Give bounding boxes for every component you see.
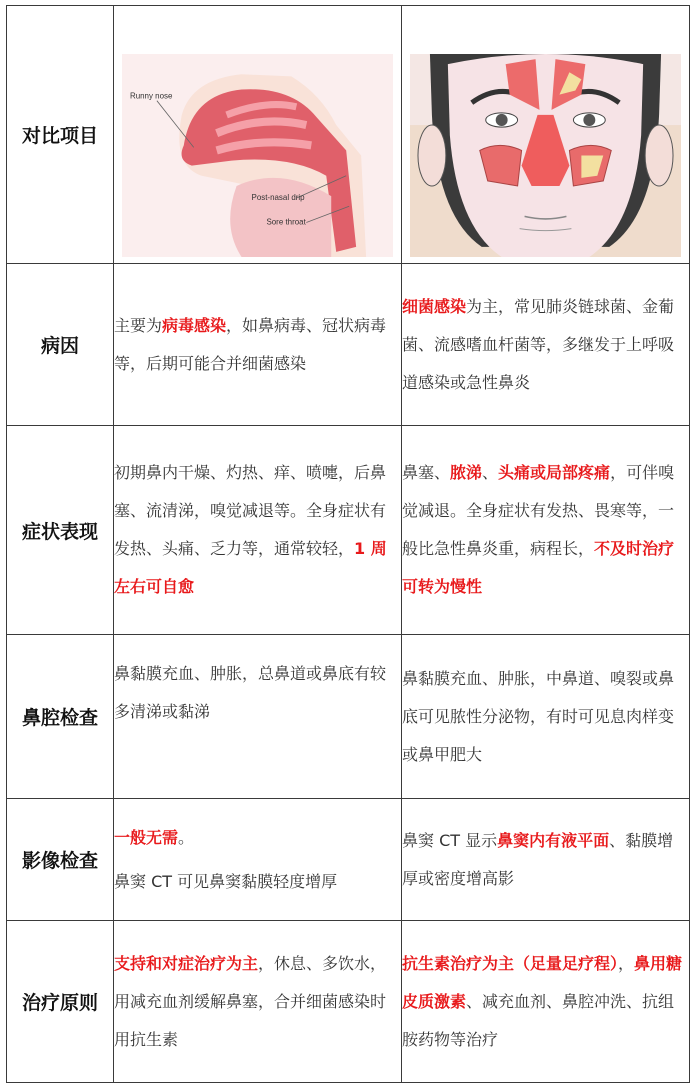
text: ，如鼻病毒、冠状病毒等，后期可能合并细菌感染 bbox=[114, 315, 387, 373]
highlight-text: 支持和对症治疗为主 bbox=[114, 953, 259, 973]
text: 鼻黏膜充血、肿胀，中鼻道、嗅裂或鼻底可见脓性分泌物，有时可见息肉样变或鼻甲肥大 bbox=[402, 668, 675, 764]
highlight-text: 鼻窦内有液平面 bbox=[497, 830, 610, 850]
row-label-symptoms bbox=[7, 426, 114, 635]
text: 、减充血剂、鼻腔冲洗、抗组胺药物等治疗 bbox=[402, 991, 675, 1049]
cell-rhinitis-treatment bbox=[114, 921, 402, 1083]
nasal-cavity-illustration-icon bbox=[122, 54, 393, 257]
imaging-line-1 bbox=[114, 823, 401, 853]
table-row-imaging bbox=[7, 799, 690, 921]
cell-sinusitis-symptoms bbox=[402, 426, 690, 635]
highlight-text: 细菌感染 bbox=[402, 296, 467, 316]
comparison-table bbox=[6, 5, 690, 1083]
cell-rhinitis-nasal-exam bbox=[114, 635, 402, 799]
row-label-text: 影像检查 bbox=[21, 850, 98, 872]
cell-sinusitis-imaging bbox=[402, 799, 690, 921]
row-label-text: 鼻腔检查 bbox=[21, 707, 98, 729]
label-sore-throat: Sore throat bbox=[266, 217, 306, 227]
table-row-treatment bbox=[7, 921, 690, 1083]
cell-sinusitis-etiology bbox=[402, 264, 690, 426]
text: 鼻黏膜充血、肿胀，总鼻道或鼻底有较多清涕或黏涕 bbox=[114, 664, 387, 721]
table-row-etiology bbox=[7, 264, 690, 426]
cell-sinusitis-treatment bbox=[402, 921, 690, 1083]
text: ，可伴嗅觉减退。全身症状有发热、畏寒等，一般比急性鼻炎重，病程长， bbox=[402, 463, 675, 558]
highlight-text: 不及时治疗可转为慢性 bbox=[402, 539, 675, 596]
row-label-text: 对比项目 bbox=[21, 125, 98, 147]
text: ， bbox=[618, 953, 635, 973]
text: 鼻窦 CT 显示 bbox=[402, 830, 498, 850]
text: 初期鼻内干燥、灼热、痒、喷嚏，后鼻塞、流清涕，嗅觉减退等。全身症状有发热、头痛、乏力等，通常较轻， bbox=[114, 463, 387, 558]
highlight-text: 一般无需 bbox=[114, 827, 179, 847]
cell-sinusitis-nasal-exam bbox=[402, 635, 690, 799]
row-label-text: 症状表现 bbox=[21, 520, 98, 543]
imaging-line-2: 鼻窦 CT 可见鼻窦黏膜轻度增厚 bbox=[114, 871, 338, 891]
row-label-treatment bbox=[7, 921, 114, 1083]
text: ，休息、多饮水，用减充血剂缓解鼻塞，合并细菌感染时用抗生素 bbox=[114, 953, 387, 1049]
text: 鼻塞、 bbox=[402, 463, 451, 482]
text: 为主，常见肺炎链球菌、金葡菌、流感嗜血杆菌等，多继发于上呼吸道感染或急性鼻炎 bbox=[402, 296, 675, 392]
header-acute-bacterial-sinusitis bbox=[402, 6, 690, 264]
row-label-etiology bbox=[7, 264, 114, 426]
header-acute-rhinitis bbox=[114, 6, 402, 264]
cell-rhinitis-symptoms bbox=[114, 426, 402, 635]
table-row-nasal-exam bbox=[7, 635, 690, 799]
text: 、黏膜增厚或密度增高影 bbox=[402, 830, 674, 888]
row-label-compare-items bbox=[7, 6, 114, 264]
row-label-imaging bbox=[7, 799, 114, 921]
text: 主要为 bbox=[114, 315, 163, 335]
highlight-text: 1 周左右可自愈 bbox=[114, 539, 387, 596]
highlight-text: 病毒感染 bbox=[162, 315, 227, 335]
text: 。 bbox=[178, 827, 195, 847]
face-sinus-illustration-icon bbox=[410, 54, 681, 257]
highlight-text: 鼻用糖皮质激素 bbox=[402, 953, 683, 1011]
row-label-text: 治疗原则 bbox=[21, 992, 98, 1014]
label-runny-nose: Runny nose bbox=[129, 91, 173, 101]
row-label-text: 病因 bbox=[40, 335, 79, 357]
highlight-text: 脓涕 bbox=[450, 463, 483, 482]
cell-rhinitis-etiology bbox=[114, 264, 402, 426]
highlight-text: 抗生素治疗为主（足量足疗程） bbox=[402, 953, 619, 973]
row-label-nasal-exam bbox=[7, 635, 114, 799]
header-row bbox=[7, 6, 690, 264]
table-row-symptoms bbox=[7, 426, 690, 635]
highlight-text: 头痛或局部疼痛 bbox=[498, 463, 611, 482]
text: 、 bbox=[482, 463, 499, 482]
label-post-nasal-drip: Post-nasal drip bbox=[251, 193, 305, 203]
cell-rhinitis-imaging bbox=[114, 799, 402, 921]
